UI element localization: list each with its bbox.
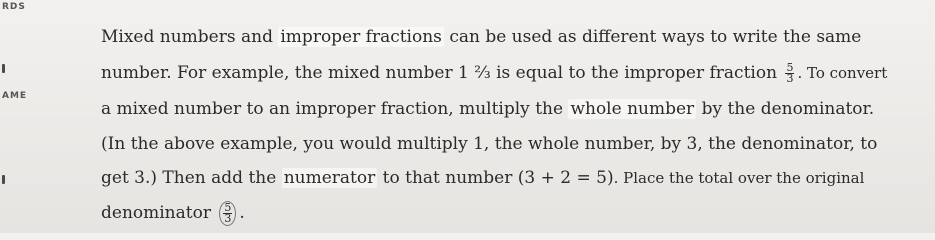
term-improper-fractions: improper fractions xyxy=(280,27,442,47)
edge-label-top: RDS xyxy=(2,2,26,12)
fraction-numerator: 5 xyxy=(224,201,232,214)
passage-text: can be used as different ways to write the same xyxy=(449,27,862,47)
page-edge xyxy=(0,0,40,233)
edge-mark xyxy=(2,175,5,184)
passage-text: . Place the total over the original xyxy=(613,169,865,187)
passage-text: a mixed number to an improper fraction, multiply the xyxy=(101,99,564,119)
fraction-denominator: 3 xyxy=(224,212,232,225)
passage-text: (In the above example, you would multiply 1, the whole number, by 3, the denominator, to xyxy=(101,134,878,154)
edge-label-middle: AME xyxy=(2,91,28,101)
passage-line xyxy=(101,98,874,120)
passage-text: to that number xyxy=(382,168,513,188)
passage-text: denominator xyxy=(101,203,211,223)
math-expression: (3 + 2 = 5) xyxy=(517,168,614,188)
passage-line xyxy=(101,201,245,226)
term-numerator: numerator xyxy=(283,168,376,188)
edge-mark xyxy=(2,64,5,73)
passage-line xyxy=(101,62,887,84)
passage-text: . To convert xyxy=(797,64,888,82)
passage-text: get 3.) Then add the xyxy=(101,168,277,188)
passage-text: number. For example, the mixed number 1 ⅔ is equal to the improper fraction xyxy=(101,63,778,83)
term-whole-number: whole number xyxy=(570,99,695,119)
fraction-numerator: 5 xyxy=(786,61,794,74)
fraction-five-thirds xyxy=(785,63,794,84)
passage-text: by the denominator. xyxy=(701,99,875,119)
passage-line xyxy=(101,26,861,48)
fraction-denominator: 3 xyxy=(786,72,794,85)
passage-line xyxy=(101,167,864,189)
passage-line xyxy=(101,133,877,155)
passage-text: and xyxy=(241,27,273,47)
passage-text: . xyxy=(239,203,245,223)
term-mixed-numbers: Mixed numbers xyxy=(101,27,236,47)
fraction-five-thirds xyxy=(219,201,236,226)
